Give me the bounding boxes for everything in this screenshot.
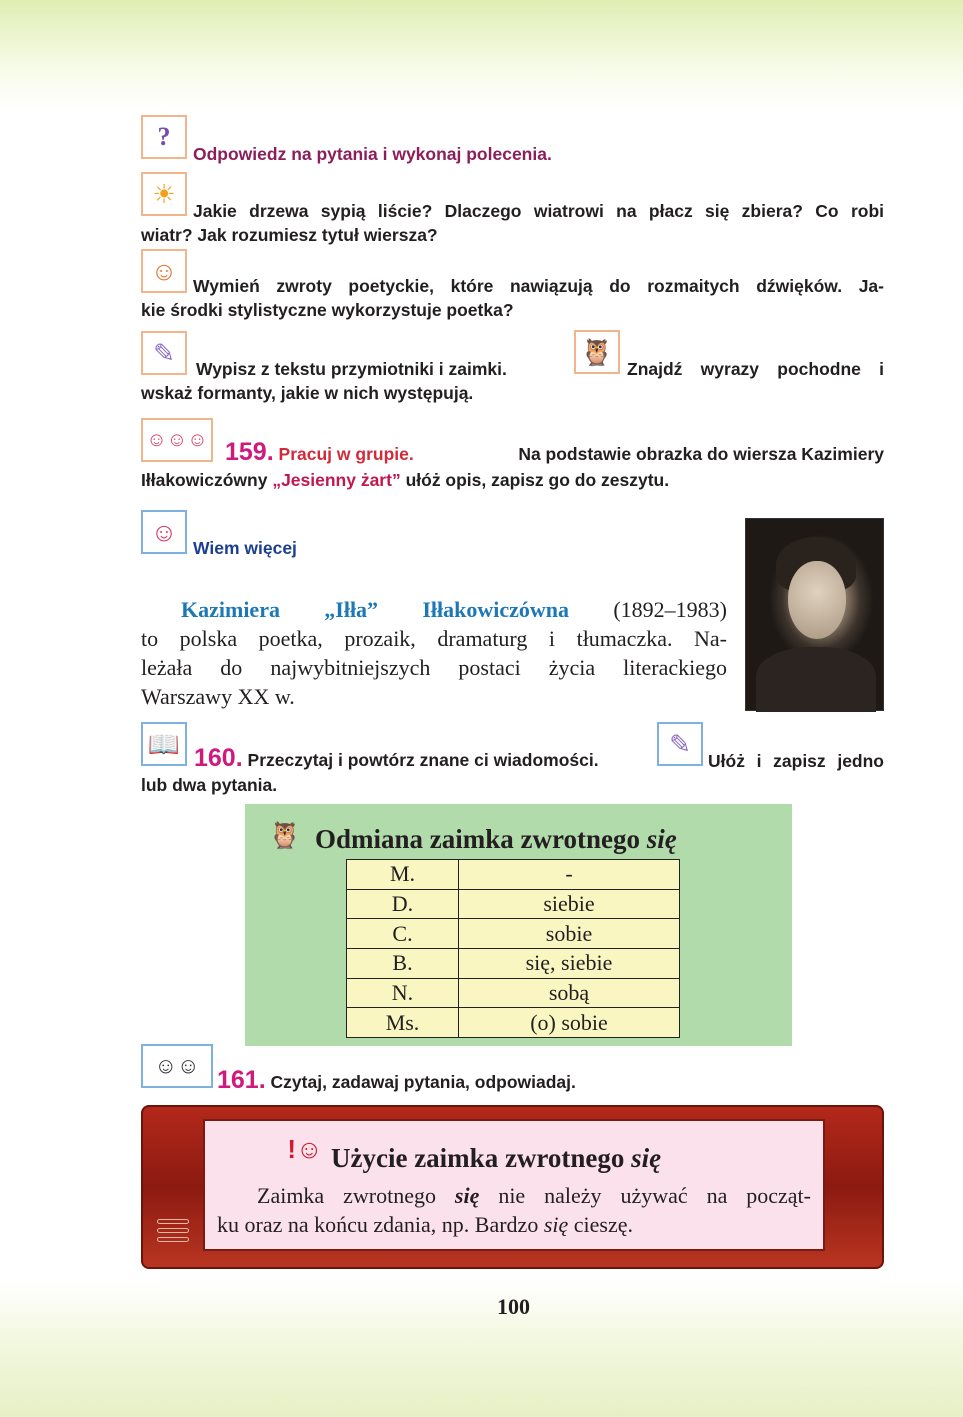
bio-line-4: Warszawy XX w. <box>141 684 295 709</box>
bio-line-1 <box>181 595 727 624</box>
question-4-part-2: Znajdź wyrazy pochodne i <box>627 359 884 379</box>
group-children-icon: ☺☺☺ <box>141 418 213 462</box>
exercise-159-line-2 <box>141 468 669 492</box>
exercise-160-text-1: Przeczytaj i powtórz znane ci wiadomości. <box>247 750 599 770</box>
frame-decoration <box>157 1219 189 1246</box>
table-row <box>347 889 680 919</box>
exclamation-girl-icon: !☺ <box>287 1133 323 1164</box>
form-cell: sobie <box>459 919 680 949</box>
case-cell: C. <box>347 919 459 949</box>
exercise-161-line <box>217 1068 576 1094</box>
question-4-line-2: wskaż formanty, jakie w nich występują. <box>141 383 474 403</box>
exercise-159-number: 159. <box>225 438 274 466</box>
case-cell: B. <box>347 949 459 979</box>
exercise-161-text: Czytaj, zadawaj pytania, odpowiadaj. <box>270 1072 576 1092</box>
talking-pair-icon: ☺☺ <box>141 1044 213 1088</box>
sun-icon: ☀ <box>141 172 187 216</box>
girl-reading-icon: ☺ <box>141 510 187 554</box>
boy-reading-icon: 📖 <box>141 722 187 766</box>
case-cell: N. <box>347 978 459 1008</box>
thinking-girl-icon: ☺ <box>141 249 187 293</box>
case-cell: D. <box>347 889 459 919</box>
form-cell: się, siebie <box>459 949 680 979</box>
table-row <box>347 1008 680 1038</box>
exercise-160-text-2: Ułóż i zapisz jedno <box>708 751 884 771</box>
table-row <box>347 978 680 1008</box>
exercise-159-author: Iłłakowiczówny <box>141 470 268 490</box>
owl-icon: 🦉 <box>574 330 620 374</box>
table-row <box>347 919 680 949</box>
form-cell: siebie <box>459 889 680 919</box>
question-icon: ? <box>141 115 187 159</box>
owl-icon: 🦉 <box>268 819 302 850</box>
exercise-160-number: 160. <box>194 744 243 772</box>
case-cell: M. <box>347 860 459 890</box>
question-2-line-2: wiatr? Jak rozumiesz tytuł wiersza? <box>141 225 438 245</box>
exercise-160-line-2: lub dwa pytania. <box>141 775 278 795</box>
question-4-part-1: Wypisz z tekstu przymiotniki i zaimki. <box>196 359 507 379</box>
table-row <box>347 860 680 890</box>
exercise-160-line-1 <box>194 746 599 772</box>
exercise-159-task: ułóż opis, zapisz go do zeszytu. <box>405 470 670 490</box>
bio-line-3: leżała do najwybitniejszych postaci życia literackiego <box>141 655 727 680</box>
case-cell: Ms. <box>347 1008 459 1038</box>
exercise-161-number: 161. <box>217 1066 266 1094</box>
writing-book-icon: ✎ <box>141 331 187 375</box>
form-cell: sobą <box>459 978 680 1008</box>
exercise-159-label: Pracuj w grupie. <box>278 444 414 464</box>
writing-book-icon: ✎ <box>657 722 703 766</box>
bio-years: (1892–1983) <box>613 597 728 622</box>
page-number: 100 <box>497 1294 530 1319</box>
rule-title: Użycie zaimka zwrotnego się <box>331 1143 662 1173</box>
table-row <box>347 949 680 979</box>
declension-title: Odmiana zaimka zwrotnego się <box>315 824 677 854</box>
rule-text: Zaimka zwrotnego się nie należy używać na począt- ku oraz na końcu zdania, np. Bardzo się cieszę. <box>217 1183 811 1237</box>
rule-box <box>141 1105 884 1269</box>
form-cell: - <box>459 860 680 890</box>
exercise-159-text: Na podstawie obrazka do wiersza Kazimiery <box>518 444 884 464</box>
declension-box <box>245 804 792 1046</box>
form-cell: (o) sobie <box>459 1008 680 1038</box>
question-2-line-1: Jakie drzewa sypią liście? Dlaczego wiatrowi na płacz się zbiera? Co robi <box>193 201 884 221</box>
bio-line-2: to polska poetka, prozaik, dramaturg i tłumaczka. Na- <box>141 626 727 651</box>
exercise-159-line-1 <box>225 440 884 466</box>
author-portrait <box>745 518 884 711</box>
rule-content <box>203 1119 825 1251</box>
bio-name: Kazimiera „Iłła” Iłłakowiczówna <box>181 597 570 622</box>
declension-table <box>346 859 680 1038</box>
question-3-line-1: Wymień zwroty poetyckie, które nawiązują do rozmaitych dźwięków. Ja- <box>193 276 884 296</box>
instruction-heading: Odpowiedz na pytania i wykonaj polecenia. <box>193 144 552 164</box>
poem-title: „Jesienny żart” <box>272 470 401 490</box>
question-3-line-2: kie środki stylistyczne wykorzystuje poetka? <box>141 300 514 320</box>
more-info-heading: Wiem więcej <box>193 538 297 558</box>
